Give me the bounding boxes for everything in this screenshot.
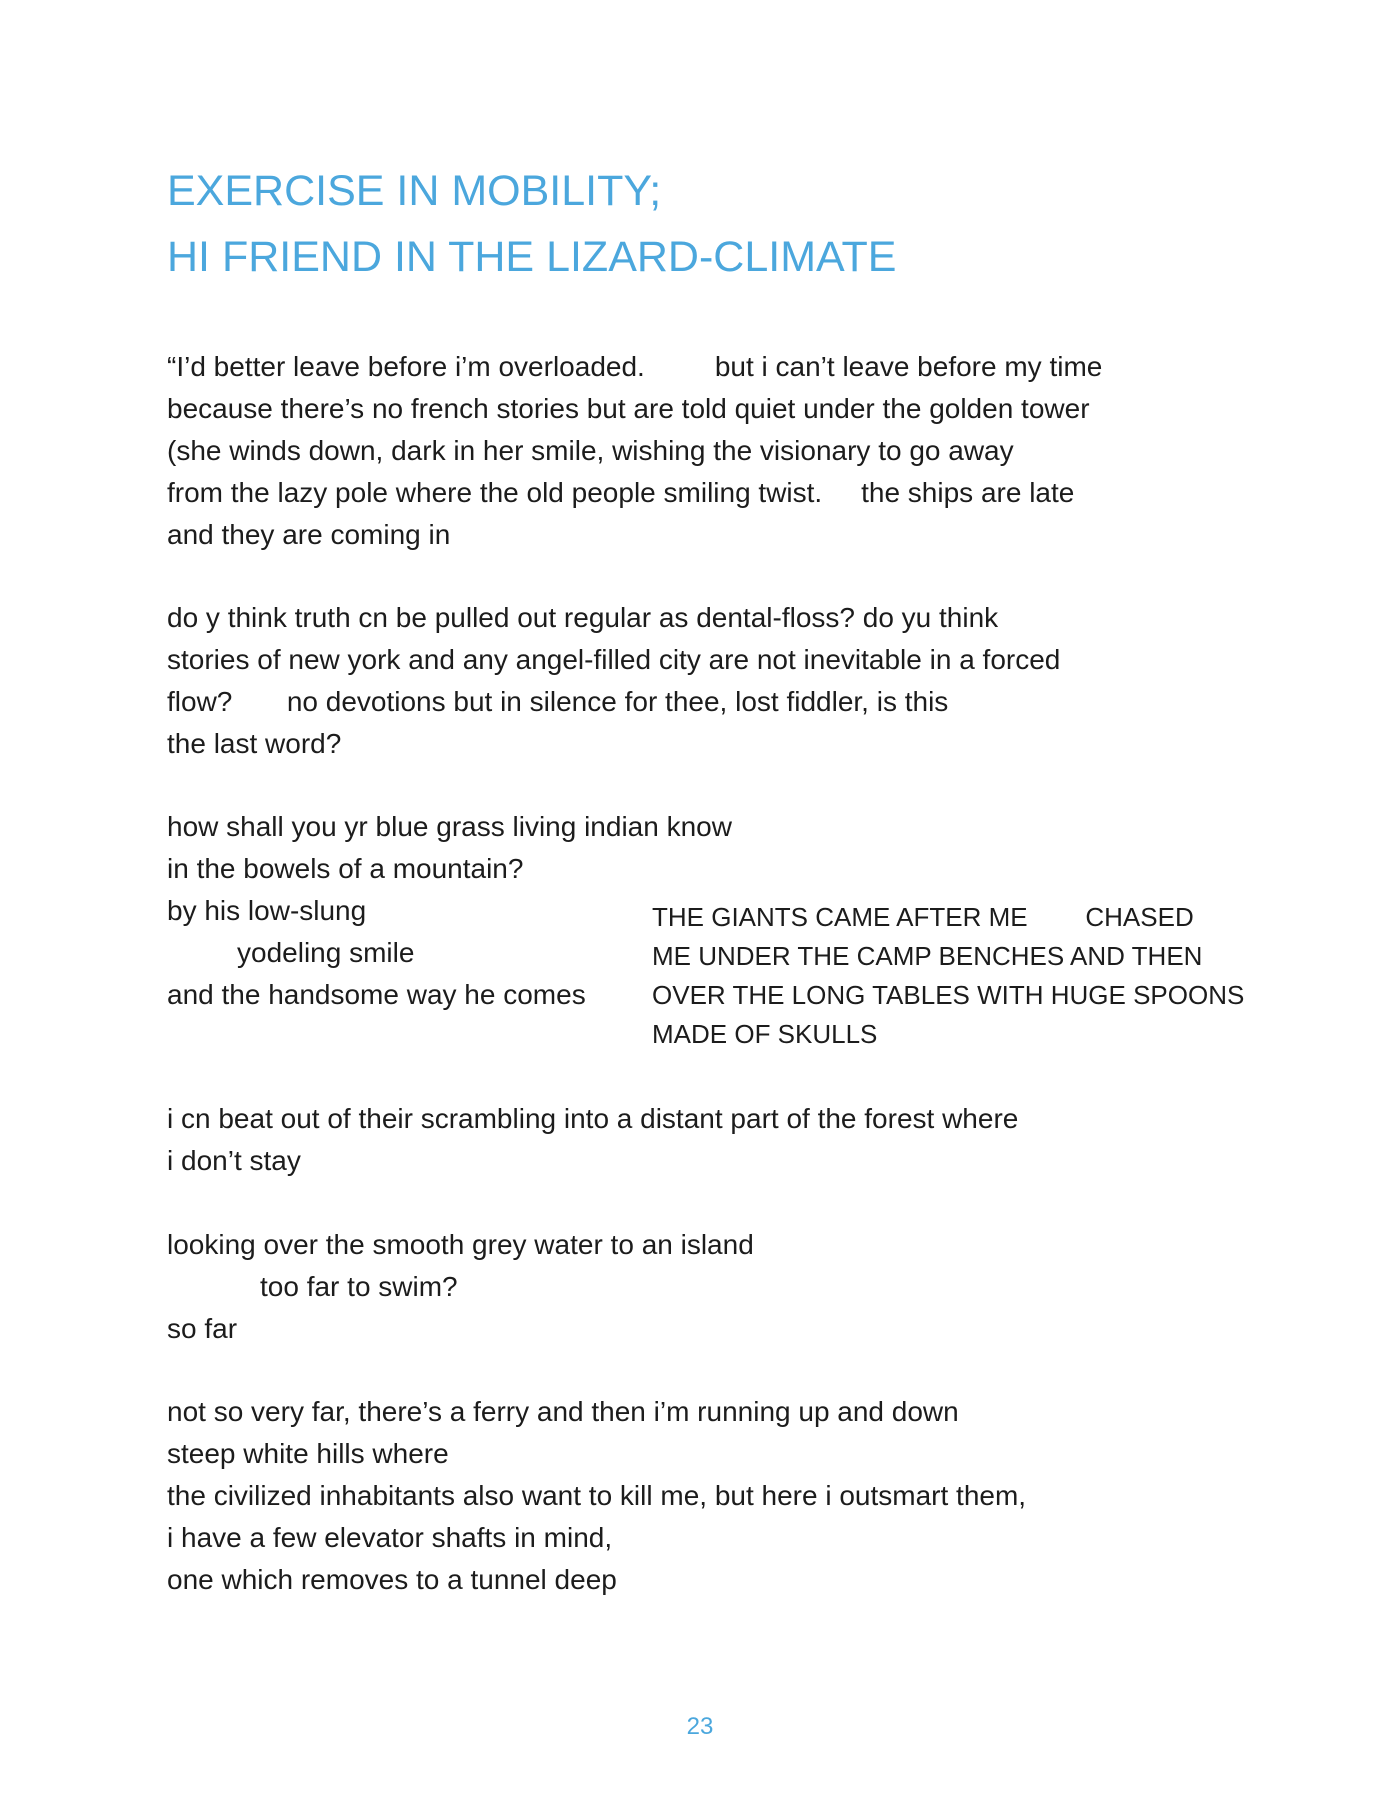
poem-line: and the handsome way he comes <box>167 979 586 1010</box>
aside-line: MADE OF SKULLS <box>652 1019 878 1049</box>
poem-line-indented: too far to swim? <box>260 1271 458 1302</box>
poem-line: flow? no devotions but in silence for thee, lost fiddler, is this <box>167 686 949 717</box>
title-line-1: EXERCISE IN MOBILITY; <box>167 167 662 215</box>
poem-line-indented: yodeling smile <box>237 937 415 968</box>
poem-line: i have a few elevator shafts in mind, <box>167 1522 613 1553</box>
poem-line: not so very far, there’s a ferry and then i’m running up and down <box>167 1396 959 1427</box>
poem-line: one which removes to a tunnel deep <box>167 1564 617 1595</box>
poem-line: steep white hills where <box>167 1438 449 1469</box>
poem-line: how shall you yr blue grass living indian know <box>167 811 732 842</box>
poem-line: the last word? <box>167 728 342 759</box>
poem-line: and they are coming in <box>167 519 451 550</box>
poem-line: so far <box>167 1313 238 1344</box>
poem-line: the civilized inhabitants also want to kill me, but here i outsmart them, <box>167 1480 1027 1511</box>
poem-line: by his low-slung <box>167 895 367 926</box>
aside-line: THE GIANTS CAME AFTER ME CHASED <box>652 902 1194 932</box>
stanza-2 <box>167 597 1060 765</box>
poem-title <box>167 158 896 290</box>
page-number: 23 <box>686 1713 714 1740</box>
poem-line: from the lazy pole where the old people smiling twist. the ships are late <box>167 477 1075 508</box>
caps-aside-text <box>652 898 1244 1054</box>
poem-line: (she winds down, dark in her smile, wishing the visionary to go away <box>167 435 1014 466</box>
stanza-4 <box>167 1098 1018 1182</box>
poem-line: because there’s no french stories but are told quiet under the golden tower <box>167 393 1090 424</box>
poem-line: i don’t stay <box>167 1145 301 1176</box>
poem-line: i cn beat out of their scrambling into a distant part of the forest where <box>167 1103 1019 1134</box>
aside-line: ME UNDER THE CAMP BENCHES AND THEN <box>652 941 1203 971</box>
poem-line: “I’d better leave before i’m overloaded. but i can’t leave before my time <box>167 351 1103 382</box>
poem-line: do y think truth cn be pulled out regular as dental-floss? do yu think <box>167 602 999 633</box>
poem-line: in the bowels of a mountain? <box>167 853 524 884</box>
poem-line: looking over the smooth grey water to an island <box>167 1229 754 1260</box>
stanza-6 <box>167 1391 1026 1601</box>
poem-line: stories of new york and any angel-filled city are not inevitable in a forced <box>167 644 1061 675</box>
stanza-5 <box>167 1224 754 1350</box>
aside-line: OVER THE LONG TABLES WITH HUGE SPOONS <box>652 980 1245 1010</box>
stanza-3 <box>167 806 732 1016</box>
title-line-2: HI FRIEND IN THE LIZARD-CLIMATE <box>167 233 897 281</box>
stanza-1 <box>167 346 1102 556</box>
